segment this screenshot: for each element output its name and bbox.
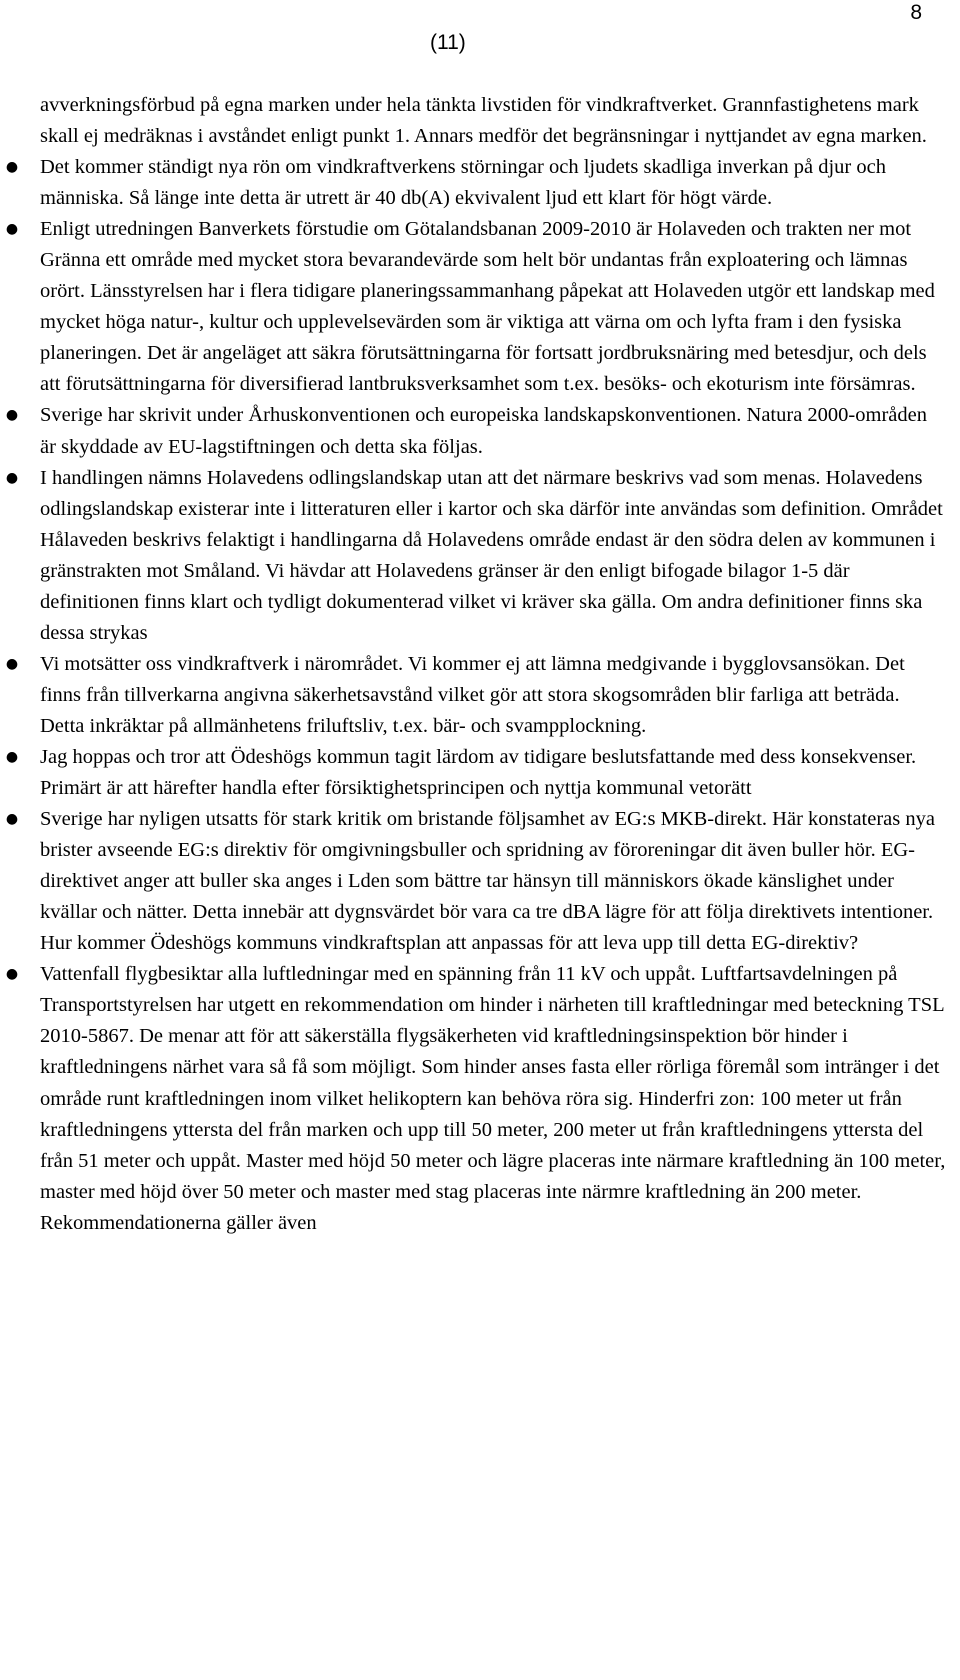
page-number: 8 xyxy=(910,1,922,24)
bullet-icon: ● xyxy=(5,748,19,765)
bullet-icon: ● xyxy=(5,407,19,424)
bullet-icon: ● xyxy=(5,221,19,238)
list-item xyxy=(5,742,948,804)
list-item-text: Vattenfall flygbesiktar alla luftledningar med en spänning från 11 kV och uppåt. Luftfartsavdelningen på Transportstyrelsen har utgett en rekommendation om hinder i närheten till kraftledningar med beteckning TSL 2010-5867. De menar att för att säkerställa flygsäkerheten vid kraftledningsinspektion bör hinder i kraftledningens närhet vara så få som möjligt. Som hinder anses fasta eller rörliga föremål som intränger i det område runt kraftledningen inom vilket helikoptern kan behöva röra sig. Hinderfri zon: 100 meter ut från kraftledningens yttersta del från marken och upp till 50 meter, 200 meter ut från kraftledningens yttersta del från 51 meter och uppåt. Master med höjd 50 meter och lägre placeras inte närmare kraftledning än 100 meter, master med höjd över 50 meter och master med stag placeras inte närmre kraftledning än 200 meter. Rekommendationerna gäller även xyxy=(40,963,946,1234)
bullet-list xyxy=(5,152,948,1239)
list-item-text: Det kommer ständigt nya rön om vindkraftverkens störningar och ljudets skadliga inverkan på djur och människa. Så länge inte detta är utrett är 40 db(A) ekvivalent ljud ett klart för högt värde. xyxy=(40,156,886,210)
list-item xyxy=(5,463,948,649)
bullet-icon: ● xyxy=(5,159,19,176)
continuation-paragraph: avverkningsförbud på egna marken under hela tänkta livstiden för vindkraftverket. Grannfastighetens mark skall ej medräknas i avståndet enligt punkt 1. Annars medför det begränsningar i nyttjandet av egna marken. xyxy=(40,94,927,148)
list-item xyxy=(5,152,948,214)
list-item xyxy=(5,400,948,462)
section-number: (11) xyxy=(430,31,466,54)
list-item xyxy=(5,214,948,400)
bullet-icon: ● xyxy=(5,469,19,486)
bullet-icon: ● xyxy=(5,966,19,983)
list-item-text: Sverige har nyligen utsatts för stark kritik om bristande följsamhet av EG:s MKB-direkt. Här konstateras nya brister avseende EG:s direktiv för omgivningsbuller och spridning av föroreningar dit även buller hör. EG-direktivet anger att buller ska anges i Lden som bättre tar hänsyn till människors ökade känslighet under kvällar och nätter. Detta innebär att dygnsvärdet bör vara ca tre dBA lägre för att följa direktivets intentioner. Hur kommer Ödeshögs kommuns vindkraftsplan att anpassas för att leva upp till detta EG-direktiv? xyxy=(40,808,935,955)
list-item-text: Jag hoppas och tror att Ödeshögs kommun tagit lärdom av tidigare beslutsfattande med dess konsekvenser. Primärt är att härefter handla efter försiktighetsprincipen och nyttja kommunal vetorätt xyxy=(40,745,917,800)
list-item-text: Sverige har skrivit under Århuskonventionen och europeiska landskapskonventionen. Natura 2000-områden är skyddade av EU-lagstiftningen och detta ska följas. xyxy=(40,404,927,458)
list-item-text: Vi motsätter oss vindkraftverk i närområdet. Vi kommer ej att lämna medgivande i bygglovsansökan. Det finns från tillverkarna angivna säkerhetsavstånd vilket gör att stora skogsområden blir farliga att beträda. Detta inkräktar på allmänhetens friluftsliv, t.ex. bär- och svampplockning. xyxy=(40,652,905,737)
list-item xyxy=(5,804,948,959)
list-item xyxy=(5,959,948,1238)
bullet-icon: ● xyxy=(5,811,19,828)
document-body xyxy=(5,90,948,1239)
bullet-icon: ● xyxy=(5,655,19,672)
list-item xyxy=(5,649,948,742)
list-item-text: Enligt utredningen Banverkets förstudie om Götalandsbanan 2009-2010 är Holaveden och trakten ner mot Gränna ett område med mycket stora bevarandevärde som helt bör undantas från exploatering och lämnas orört. Länsstyrelsen har i flera tidigare planeringssammanhang påpekat att Holaveden utgör ett landskap med mycket höga natur-, kultur och upplevelsevärden som är viktiga att värna om och lyfta fram i den fysiska planeringen. Det är angeläget att säkra förutsättningarna för fortsatt jordbruksnäring med betesdjur, och dels att förutsättningarna för diversifierad lantbruksverksamhet som t.ex. besöks- och ekoturism inte försämras. xyxy=(40,218,935,396)
list-item-text: I handlingen nämns Holavedens odlingslandskap utan att det närmare beskrivs vad som menas. Holavedens odlingslandskap existerar inte i litteraturen eller i kartor och ska därför inte användas som definition. Området Hålaveden beskrivs felaktigt i handlingarna då Holavedens område endast är den södra delen av kommunen i gränstrakten mot Småland. Vi hävdar att Holavedens gränser är den enligt bifogade bilagor 1-5 där definitionen finns klart och tydligt dokumenterad vilket vi kräver ska gälla. Om andra definitioner finns ska dessa strykas xyxy=(40,466,943,644)
